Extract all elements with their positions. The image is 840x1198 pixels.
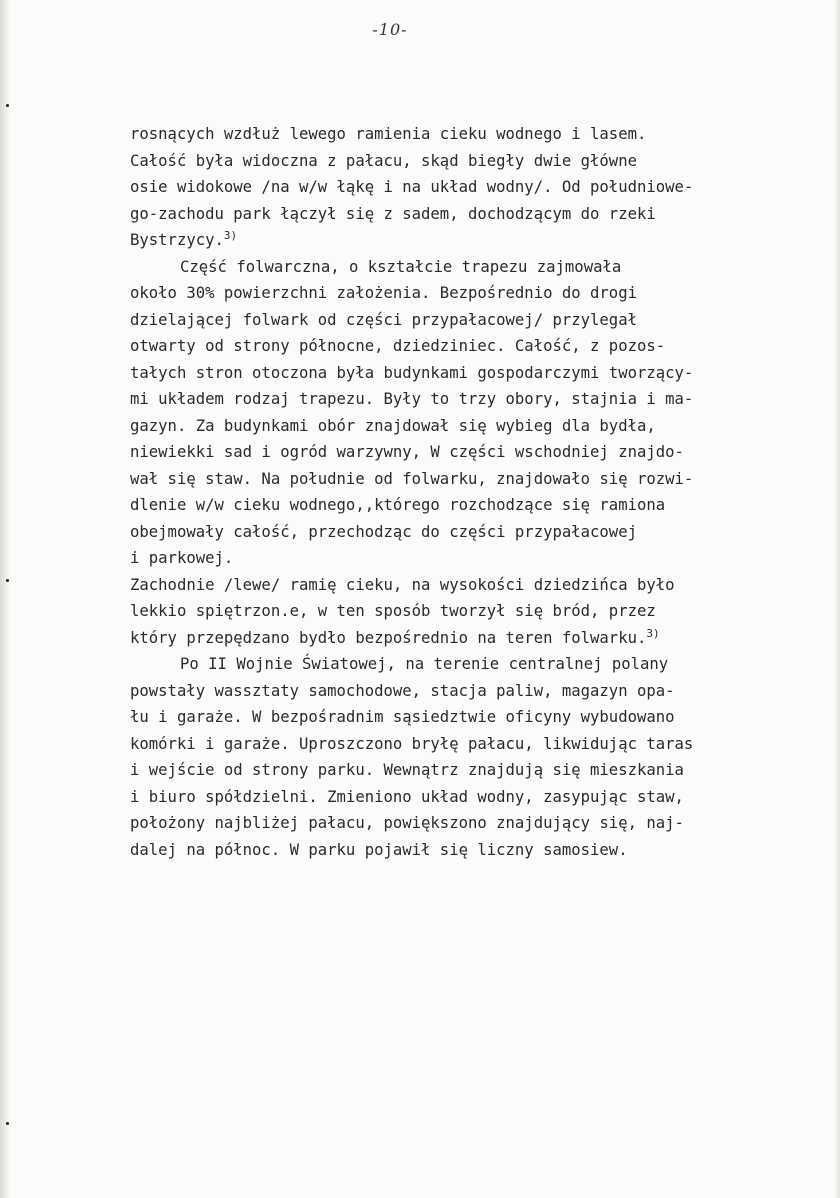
text-line: Zachodnie /lewe/ ramię cieku, na wysokości dziedzińca było — [130, 575, 675, 594]
footnote-ref: 3) — [646, 626, 660, 640]
scan-left-edge — [0, 0, 10, 1198]
footnote-ref: 3) — [223, 229, 238, 242]
text-line: i wejście od strony parku. Wewnątrz znajdują się mieszkania — [130, 761, 684, 779]
text-line: łu i garaże. W bezpośradnim sąsiedztwie oficyny wybudowano — [130, 708, 675, 726]
text-line: który przepędzano bydło bezpośrednio na teren folwarku. — [130, 628, 647, 647]
punch-hole-mark — [6, 1122, 9, 1125]
text-line: dalej na północ. W parku pojawił się liczny samosiew. — [130, 840, 628, 859]
text-line: i parkowej. — [130, 549, 234, 567]
text-line: Całość była widoczna z pałacu, skąd biegły dwie główne — [130, 151, 637, 170]
text-line-with-footnote — [130, 625, 750, 652]
text-line: około 30% powierzchni założenia. Bezpośrednio do drogi — [130, 284, 637, 302]
scan-right-edge — [834, 0, 840, 1198]
punch-hole-mark — [6, 104, 9, 107]
text-line-with-footnote — [130, 227, 750, 254]
text-line: wał się staw. Na południe od folwarku, znajdowało się rozwi- — [130, 469, 694, 488]
text-line: obejmowały całość, przechodząc do części przypałacowej — [130, 522, 637, 541]
text-line: niewiekki sad i ogród warzywny, W części wschodniej znajdo- — [130, 443, 684, 461]
text-line: gazyn. Za budynkami obór znajdował się wybieg dla bydła, — [130, 416, 656, 435]
text-line: i biuro spółdzielni. Zmieniono układ wodny, zasypując staw, — [130, 787, 684, 806]
text-line: tałych stron otoczona była budynkami gospodarczymi tworzący- — [130, 363, 694, 382]
text-line: powstały wassztaty samochodowe, stacja paliw, magazyn opa- — [130, 681, 675, 700]
body-text — [130, 121, 750, 863]
text-line: położony najbliżej pałacu, powiększono znajdujący się, naj- — [130, 814, 684, 832]
text-line: Po II Wojnie Światowej, na terenie centralnej polany — [180, 655, 669, 673]
text-line: rosnących wzdłuż lewego ramienia cieku wodnego i lasem. — [130, 125, 647, 143]
text-line: Część folwarczna, o kształcie trapezu zajmowała — [180, 257, 622, 276]
text-line: komórki i garaże. Uproszczono bryłę pałacu, likwidując taras — [130, 734, 694, 753]
text-line: dlenie w/w cieku wodnego,,którego rozchodzące się ramiona — [130, 496, 666, 514]
text-line: go-zachodu park łączył się z sadem, dochodzącym do rzeki — [130, 204, 656, 223]
text-line: lekkio spiętrzon.e, w ten sposób tworzył się bród, przez — [130, 602, 656, 620]
text-line: Bystrzycy. — [130, 231, 224, 249]
text-line: dzielającej folwark od części przypałacowej/ przylegał — [130, 310, 637, 329]
text-line: mi układem rodzaj trapezu. Były to trzy obory, stajnia i ma- — [130, 390, 694, 408]
page-number: -10- — [372, 20, 408, 39]
text-line: osie widokowe /na w/w łąkę i na układ wodny/. Od południowe- — [130, 178, 694, 196]
text-line: otwarty od strony północne, dziedziniec. Całość, z pozos- — [130, 337, 666, 355]
punch-hole-mark — [6, 579, 9, 582]
